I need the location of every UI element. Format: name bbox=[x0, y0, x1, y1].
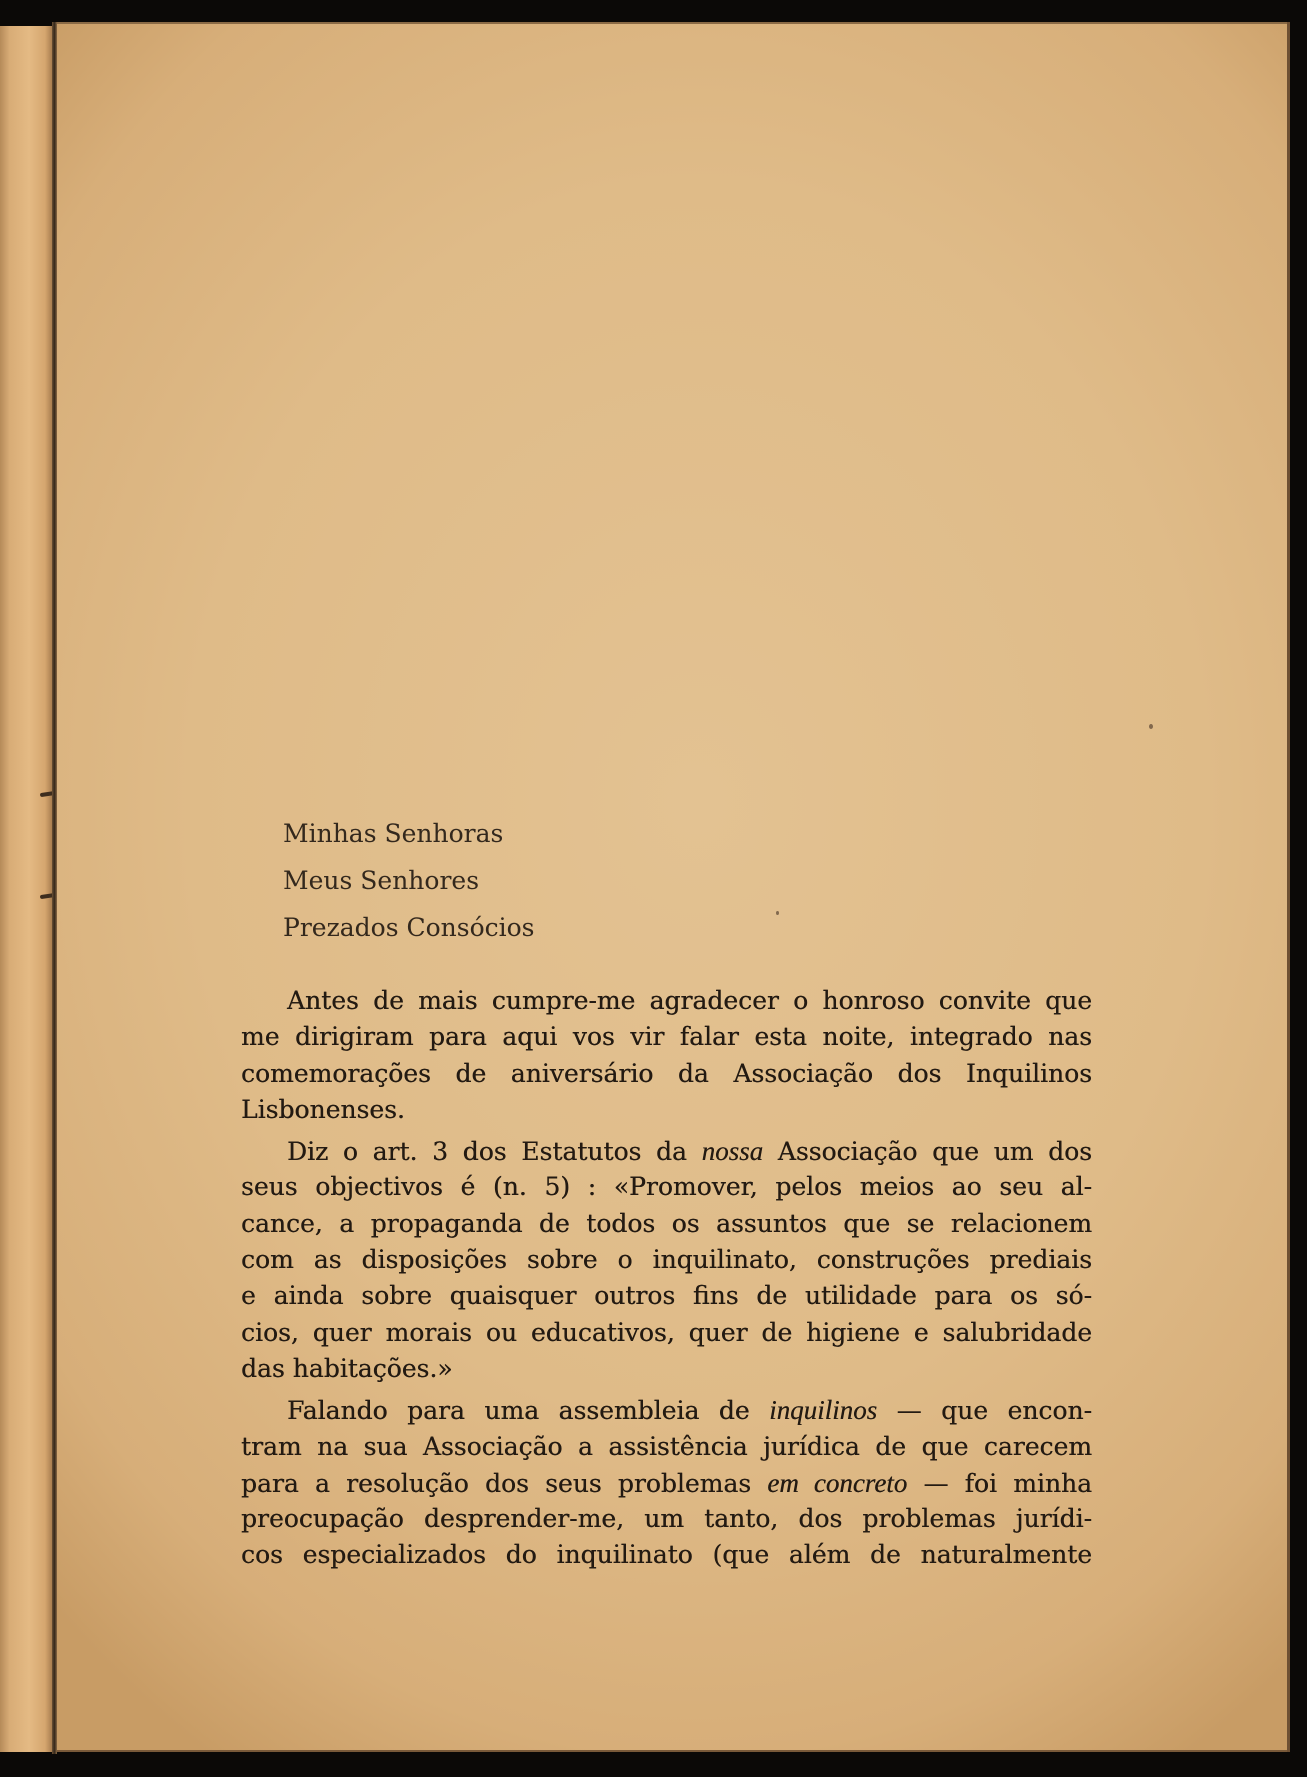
salutation-line: Meus Senhores bbox=[283, 866, 480, 895]
text-run: Lisbonenses. bbox=[241, 1094, 405, 1124]
text-run: Diz o art. 3 dos Estatutos da bbox=[287, 1137, 702, 1167]
text-run: das habitações.» bbox=[241, 1353, 453, 1383]
text-line bbox=[241, 1092, 1092, 1128]
text-line bbox=[241, 1019, 1092, 1055]
italic-text-run: nossa bbox=[701, 1136, 764, 1167]
text-line bbox=[241, 1133, 1092, 1169]
text-run: Antes de mais cumpre-me agradecer o honroso convite que bbox=[287, 986, 1092, 1015]
italic-text-run: inquilinos bbox=[769, 1395, 878, 1426]
facing-page-edge bbox=[0, 26, 53, 1752]
text-run: Falando para uma assembleia de bbox=[287, 1396, 770, 1426]
text-run: cios, quer morais ou educativos, quer de higiene e salubridade bbox=[241, 1317, 1092, 1347]
text-run: Associação que um dos bbox=[763, 1137, 1092, 1167]
text-line bbox=[241, 1278, 1092, 1314]
paper-speck bbox=[776, 911, 779, 915]
text-line bbox=[241, 983, 1092, 1019]
paragraph bbox=[241, 1133, 1092, 1387]
text-run: com as disposições sobre o inquilinato, construções prediais bbox=[241, 1245, 1092, 1275]
salutation bbox=[283, 810, 535, 951]
text-run: seus objectivos é (n. 5) : «Promover, pelos meios ao seu al- bbox=[241, 1172, 1092, 1202]
text-line bbox=[241, 1537, 1092, 1573]
text-run: me dirigiram para aqui vos vir falar esta noite, integrado nas bbox=[241, 1022, 1092, 1052]
text-run: cance, a propaganda de todos os assuntos que se relacionem bbox=[241, 1208, 1092, 1238]
document-page bbox=[57, 22, 1290, 1752]
italic-text-run: em concreto bbox=[767, 1467, 908, 1498]
body-text bbox=[241, 983, 1092, 1574]
text-run: tram na sua Associação a assistência jurídica de que carecem bbox=[241, 1431, 1092, 1461]
text-line bbox=[241, 1465, 1092, 1501]
text-run: comemorações de aniversário da Associação dos Inquilinos bbox=[241, 1058, 1092, 1088]
salutation-line: Minhas Senhoras bbox=[283, 819, 504, 848]
text-line bbox=[241, 1206, 1092, 1242]
text-run: e ainda sobre quaisquer outros fins de utilidade para os só- bbox=[241, 1281, 1092, 1311]
salutation-line: Prezados Consócios bbox=[283, 913, 535, 942]
paper-speck bbox=[1149, 724, 1153, 729]
text-line bbox=[241, 1501, 1092, 1537]
text-line bbox=[241, 1315, 1092, 1351]
text-line bbox=[241, 1169, 1092, 1205]
text-run: cos especializados do inquilinato (que além de naturalmente bbox=[241, 1540, 1092, 1570]
text-line bbox=[241, 1351, 1092, 1387]
text-run: — que encon- bbox=[877, 1396, 1092, 1426]
paragraph bbox=[241, 983, 1092, 1128]
text-run: — foi minha bbox=[907, 1468, 1093, 1498]
text-run: preocupação desprender-me, um tanto, dos problemas jurídi- bbox=[241, 1504, 1092, 1534]
paragraph bbox=[241, 1392, 1092, 1573]
text-line bbox=[241, 1056, 1092, 1092]
text-line bbox=[241, 1242, 1092, 1278]
text-line bbox=[241, 1392, 1092, 1428]
text-line bbox=[241, 1429, 1092, 1465]
text-run: para a resolução dos seus problemas bbox=[241, 1468, 768, 1498]
